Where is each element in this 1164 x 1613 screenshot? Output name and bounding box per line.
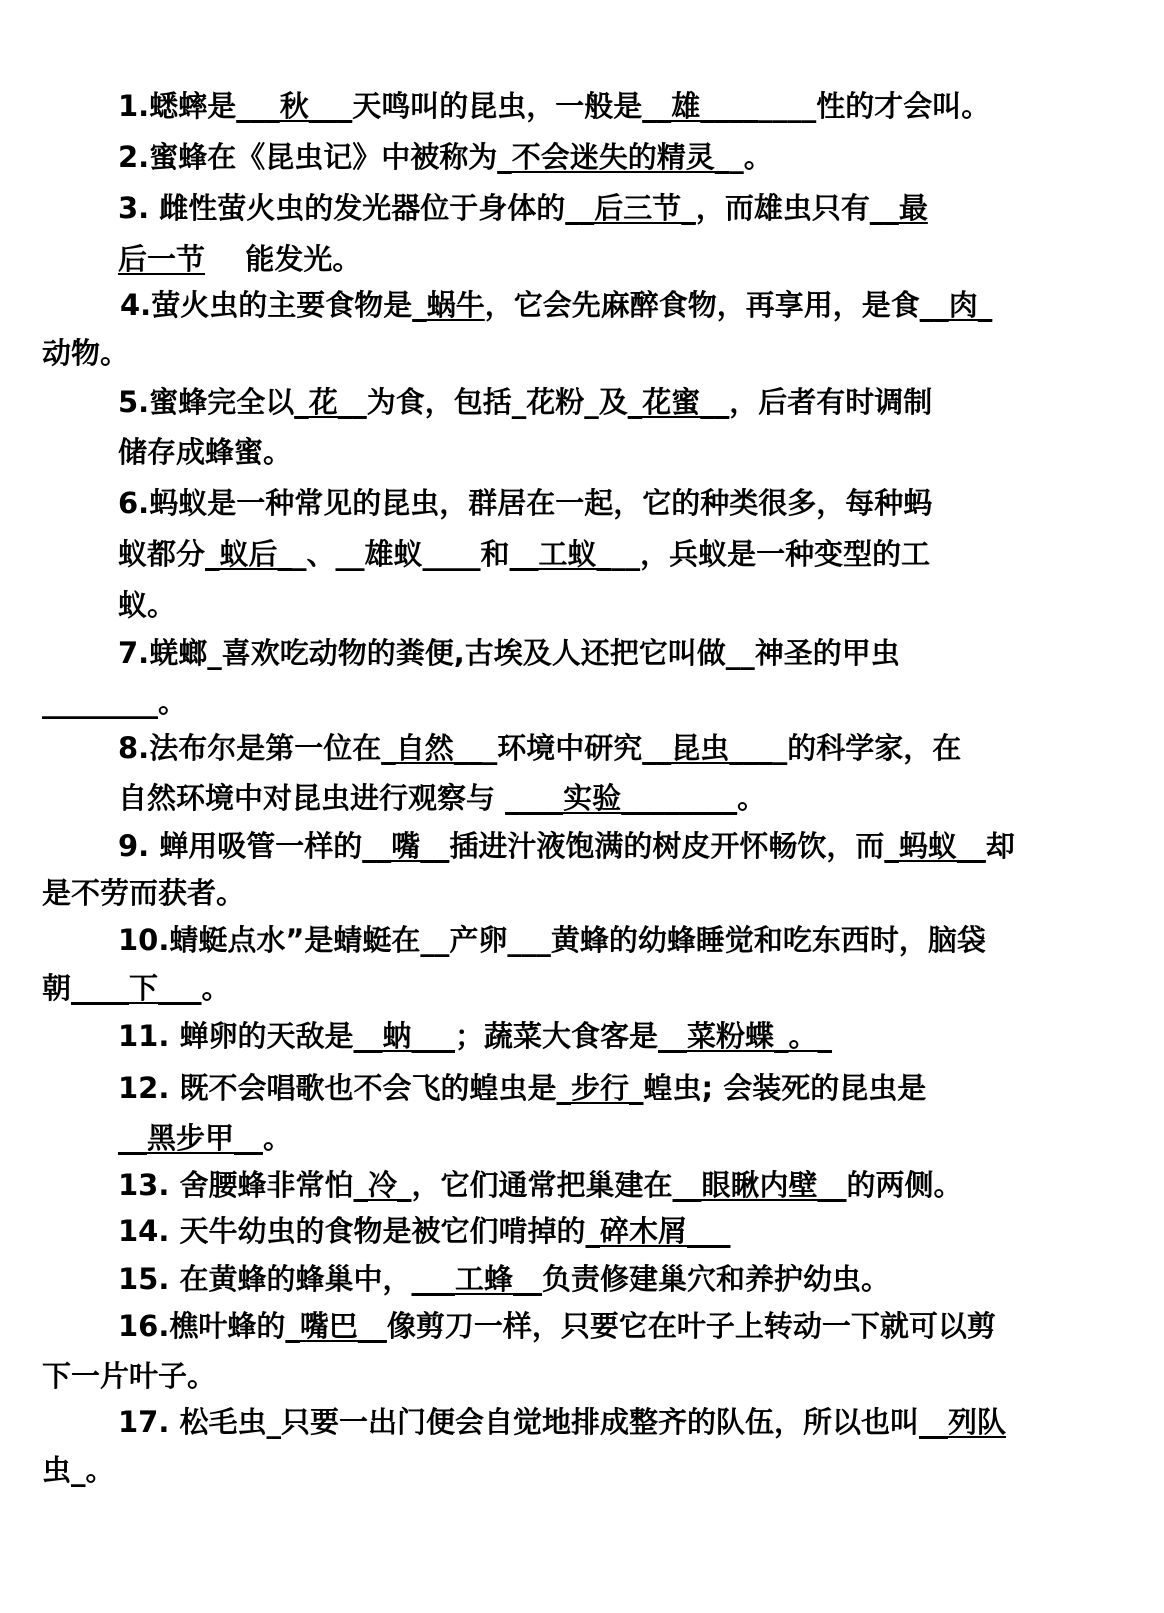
- answer-blank: __眼瞅内壁__: [672, 1168, 847, 1202]
- question-text: 的两侧。: [846, 1168, 963, 1202]
- question-text: 朝: [42, 971, 72, 1005]
- answer-blank: __菜粉蝶_。_: [658, 1019, 833, 1053]
- answer-blank: ___工蜂__: [411, 1262, 542, 1296]
- question-11-line-1: [118, 1016, 832, 1056]
- question-text: 15. 在黄蜂的蜂巢中，: [118, 1262, 412, 1296]
- answer-blank: _花蜜__: [627, 385, 730, 419]
- question-1-line-1: [118, 86, 990, 126]
- question-text: 动物。: [42, 336, 130, 370]
- question-text: 虫_。: [42, 1453, 115, 1487]
- answer-blank: __蚋___: [353, 1019, 455, 1053]
- question-6-line-1: [118, 483, 932, 523]
- question-8-line-1: [118, 728, 961, 768]
- question-text: ，它会先麻醉食物，再享用，是食: [484, 288, 920, 322]
- question-text: 蚁都分: [118, 537, 206, 571]
- answer-blank: _蜗牛: [412, 288, 485, 322]
- answer-blank: __最: [869, 191, 928, 225]
- question-text: _环境中研究: [482, 731, 643, 765]
- question-text: ________。: [42, 685, 188, 719]
- answer-blank: _不会迷失的精灵_: [497, 140, 730, 174]
- answer-blank: ___秋___: [236, 89, 353, 123]
- answer-blank: _自然__: [381, 731, 483, 765]
- question-text: 8.法布尔是第一位在: [118, 731, 382, 765]
- question-text: 储存成蜂蜜。: [118, 435, 293, 469]
- question-16-line-1: [118, 1306, 996, 1346]
- question-text: 6.蚂蚁是一种常见的昆虫，群居在一起，它的种类很多，每种蚂: [118, 486, 933, 520]
- question-text: 能发光。: [205, 242, 362, 276]
- question-text: _、__雄蚁____和: [292, 537, 510, 571]
- question-text: 蚁。: [118, 588, 177, 622]
- answer-blank: _步行_: [556, 1071, 644, 1105]
- question-4-line-1: [120, 285, 992, 325]
- question-17-line-2: [42, 1450, 115, 1490]
- question-text: 13. 舍腰蜂非常怕: [118, 1168, 354, 1202]
- question-text: 10.蜻蜓点水”是蜻蜓在__产卵___黄蜂的幼蜂睡觉和吃东西时，脑袋: [118, 923, 986, 957]
- question-6-line-2: [118, 534, 930, 574]
- question-text: ，后者有时调制: [729, 385, 933, 419]
- question-2-line-1: [118, 137, 773, 177]
- question-text: __，兵蚁是一种变型的工: [611, 537, 931, 571]
- question-text: 2.蜜蜂在《昆虫记》中被称为: [118, 140, 498, 174]
- question-7-line-1: [118, 633, 900, 673]
- question-text: 插进汁液饱满的树皮开怀畅饮，而: [449, 829, 885, 863]
- question-text: ；蔬菜大食客是: [455, 1019, 659, 1053]
- question-3-line-2: [118, 239, 361, 279]
- answer-blank: __昆虫___: [642, 731, 773, 765]
- question-text: 下一片叶子。: [42, 1359, 217, 1393]
- question-text: 。: [263, 1121, 293, 1155]
- question-text: 为食，包括_花粉_及: [366, 385, 628, 419]
- answer-blank: __列队: [918, 1405, 1006, 1439]
- question-text: 16.樵叶蜂的: [118, 1309, 286, 1343]
- question-text: 天鸣叫的昆虫，一般是: [352, 89, 643, 123]
- answer-blank: _冷_: [353, 1168, 412, 1202]
- answer-blank: _蚂蚁__: [884, 829, 986, 863]
- question-text: 9. 蝉用吸管一样的: [118, 829, 363, 863]
- question-text: _的科学家，在: [772, 731, 962, 765]
- question-16-line-2: [42, 1356, 216, 1396]
- question-text: ，而雄虫只有: [695, 191, 870, 225]
- answer-blank: 后一节: [118, 242, 206, 276]
- answer-blank: __黑步甲__: [118, 1121, 264, 1155]
- question-text: 负责修建巢穴和养护幼虫。: [542, 1262, 891, 1296]
- question-text: _。: [729, 140, 773, 174]
- question-text: 5.蜜蜂完全以: [118, 385, 295, 419]
- question-text: 。: [737, 781, 767, 815]
- answer-blank: __后三节_: [565, 191, 696, 225]
- question-9-line-2: [42, 873, 245, 913]
- question-6-line-3: [118, 585, 176, 625]
- question-text: 。: [201, 971, 231, 1005]
- question-text: ____性的才会叫。: [758, 89, 991, 123]
- question-4-line-2: [42, 333, 129, 373]
- question-13-line-1: [118, 1165, 963, 1205]
- question-5-line-1: [118, 382, 932, 422]
- question-10-line-1: [118, 920, 986, 960]
- question-17-line-1: [118, 1402, 1006, 1442]
- question-text: 14. 天牛幼虫的食物是被它们啃掉的: [118, 1214, 586, 1248]
- question-text: 11. 蝉卵的天敌是: [118, 1019, 354, 1053]
- question-12-line-2: [118, 1118, 292, 1158]
- question-text: 12. 既不会唱歌也不会飞的蝗虫是: [118, 1071, 557, 1105]
- question-8-line-2: [118, 778, 766, 818]
- answer-blank: __嘴__: [362, 829, 450, 863]
- answer-blank: __肉_: [919, 288, 993, 322]
- answer-blank: __工蚁_: [509, 537, 612, 571]
- answer-blank: __雄____: [642, 89, 759, 123]
- question-9-line-1: [118, 826, 1015, 866]
- question-text: 4.萤火虫的主要食物是: [120, 288, 413, 322]
- question-text: 7.蜣螂_喜欢吃动物的粪便,古埃及人还把它叫做__神圣的甲虫: [118, 636, 900, 670]
- answer-blank: _碎木屑___: [585, 1214, 731, 1248]
- question-10-line-2: [42, 968, 231, 1008]
- question-14-line-1: [118, 1211, 731, 1251]
- answer-blank: _花__: [294, 385, 367, 419]
- question-text: 却: [985, 829, 1015, 863]
- question-text: 3. 雌性萤火虫的发光器位于身体的: [118, 191, 566, 225]
- answer-blank: ____下___: [71, 971, 202, 1005]
- question-15-line-1: [118, 1259, 890, 1299]
- answer-blank: ____实验________: [505, 781, 738, 815]
- answer-blank: _嘴巴__: [285, 1309, 387, 1343]
- answer-blank: _蚁后_: [205, 537, 293, 571]
- question-text: 是不劳而获者。: [42, 876, 246, 910]
- question-text: 蝗虫; 会装死的昆虫是: [643, 1071, 927, 1105]
- question-text: 自然环境中对昆虫进行观察与: [118, 781, 506, 815]
- question-text: 像剪刀一样，只要它在叶子上转动一下就可以剪: [386, 1309, 996, 1343]
- question-5-line-2: [118, 432, 292, 472]
- question-12-line-1: [118, 1068, 926, 1108]
- question-3-line-1: [118, 188, 928, 228]
- question-text: 17. 松毛虫_只要一出门便会自觉地排成整齐的队伍，所以也叫: [118, 1405, 919, 1439]
- question-text: ，它们通常把巢建在: [411, 1168, 673, 1202]
- question-text: 1.蟋蟀是: [118, 89, 237, 123]
- question-7-line-2: [42, 682, 187, 722]
